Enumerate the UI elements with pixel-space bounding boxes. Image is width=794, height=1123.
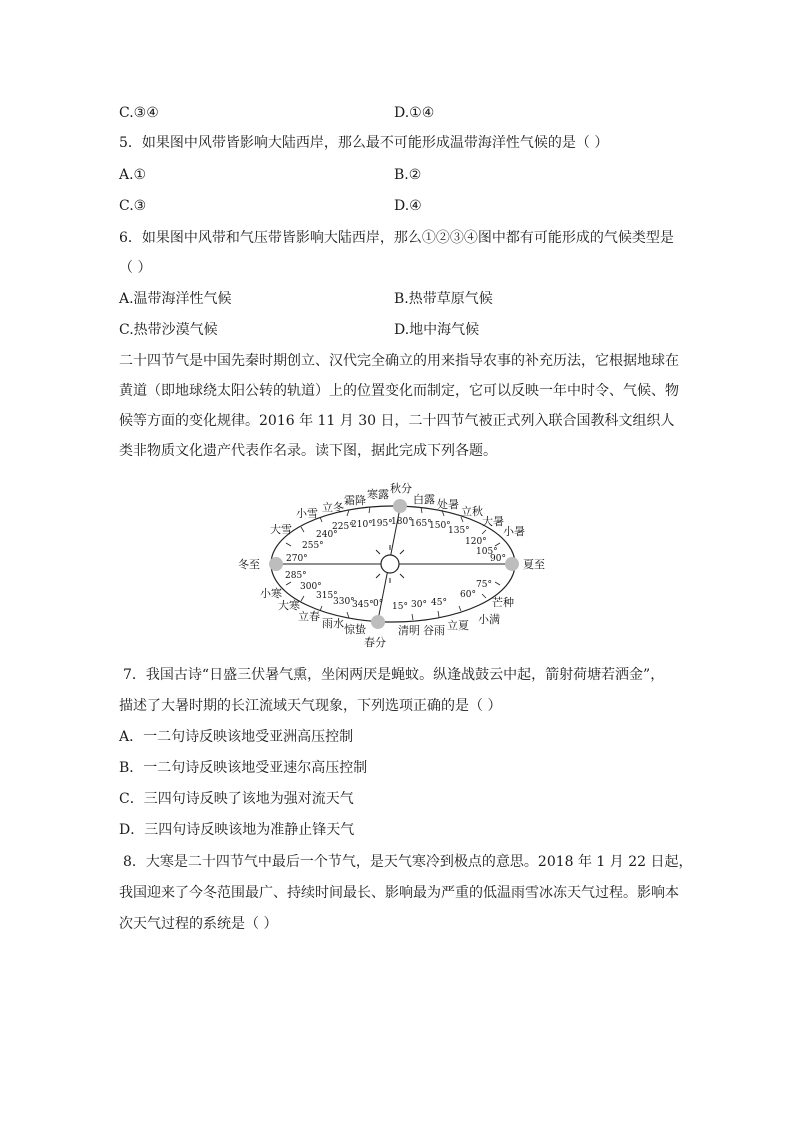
q6-option-c: C.热带沙漠气候 <box>119 322 218 338</box>
q6-option-a: A.温带海洋性气候 <box>119 291 232 307</box>
q6-stem-line-1: 6．如果图中风带和气压带皆影响大陆西岸，那么①②③④图中都有可能形成的气候类型是 <box>119 230 674 246</box>
term-shuangjiang: 霜降 <box>344 494 366 507</box>
deg-255: 255° <box>302 541 324 551</box>
q8-stem-line-1: 8．大寒是二十四节气中最后一个节气，是天气寒冷到极点的意思。2018 年 1 月 22 日起， <box>123 854 693 870</box>
term-mangzhong: 芒种 <box>492 596 514 609</box>
deg-225: 225° <box>332 522 354 532</box>
deg-60: 60° <box>460 590 476 600</box>
deg-135: 135° <box>448 526 470 536</box>
term-xiaoshu: 小暑 <box>503 525 525 538</box>
term-bailu: 白露 <box>413 493 435 506</box>
term-hanlu: 寒露 <box>367 488 389 501</box>
deg-180: 180° <box>391 517 413 527</box>
deg-150: 150° <box>429 521 451 531</box>
solar-terms-figure <box>230 478 560 650</box>
term-chunfen: 春分 <box>364 636 386 649</box>
deg-315: 315° <box>316 591 338 601</box>
term-daxue: 大雪 <box>270 523 292 536</box>
q8-stem-line-2: 我国迎来了今冬范围最广、持续时间最长、影响最为严重的低温雨雪冰冻天气过程。影响本 <box>119 885 679 901</box>
deg-90: 90° <box>490 554 506 564</box>
q5-option-c: C.③ <box>119 198 147 214</box>
earth-summer-solstice <box>505 557 519 571</box>
q8-stem-line-3: 次天气过程的系统是（ ） <box>119 916 278 932</box>
term-xiaoxue: 小雪 <box>296 507 318 520</box>
term-qingming: 清明 <box>398 624 420 637</box>
term-yushui: 雨水 <box>322 617 344 630</box>
deg-270: 270° <box>286 554 308 564</box>
term-xiaohan: 小寒 <box>260 587 282 600</box>
deg-0: 0° <box>373 599 384 609</box>
q7-option-d: D．三四句诗反映该地为准静止锋天气 <box>119 822 355 838</box>
deg-330: 330° <box>333 597 355 607</box>
term-xiazhi: 夏至 <box>523 558 545 571</box>
q7-option-c: C．三四句诗反映了该地为强对流天气 <box>119 791 354 807</box>
term-dongzhi: 冬至 <box>238 558 260 571</box>
earth-autumn-equinox <box>393 499 407 513</box>
q7-option-a: A．一二句诗反映该地受亚洲高压控制 <box>119 729 354 745</box>
deg-210: 210° <box>351 520 373 530</box>
term-dahan: 大寒 <box>278 599 300 612</box>
deg-165: 165° <box>410 519 432 529</box>
deg-75: 75° <box>476 580 492 590</box>
term-lixia: 立夏 <box>447 619 469 632</box>
term-qiufen: 秋分 <box>390 482 412 495</box>
deg-285: 285° <box>285 571 307 581</box>
term-chushu: 处暑 <box>437 498 459 511</box>
deg-300: 300° <box>300 582 322 592</box>
deg-345: 345° <box>352 600 374 610</box>
deg-30: 30° <box>411 600 427 610</box>
q7-stem-line-2: 描述了大暑时期的长江流域天气现象，下列选项正确的是（ ） <box>119 698 502 714</box>
deg-15: 15° <box>392 602 408 612</box>
deg-120: 120° <box>465 537 487 547</box>
earth-spring-equinox <box>371 615 385 629</box>
q5-option-d: D.④ <box>394 198 422 214</box>
q7-option-b: B．一二句诗反映该地受亚速尔高压控制 <box>119 760 368 776</box>
q5-option-a: A.① <box>119 167 147 183</box>
q5-option-b: B.② <box>394 167 422 183</box>
q5-stem: 5．如果图中风带皆影响大陆西岸，那么最不可能形成温带海洋性气候的是（ ） <box>119 135 609 151</box>
term-liqiu: 立秋 <box>461 505 483 518</box>
term-jingzhe: 惊蛰 <box>344 623 366 636</box>
q4-option-c: C.③④ <box>119 105 159 121</box>
q6-option-b: B.热带草原气候 <box>394 291 493 307</box>
term-dashu: 大暑 <box>482 515 504 528</box>
deg-45: 45° <box>431 598 447 608</box>
deg-195: 195° <box>371 519 393 529</box>
term-xiaoman: 小满 <box>478 613 500 626</box>
q7-stem-line-1: 7．我国古诗“日盛三伏暑气熏，坐闲两厌是蝇蚊。纵逢战鼓云中起，箭射荷塘若洒金”， <box>123 667 665 683</box>
term-lidong: 立冬 <box>322 501 344 514</box>
q6-option-d: D.地中海气候 <box>394 322 480 338</box>
term-lichun: 立春 <box>298 610 320 623</box>
deg-240: 240° <box>316 530 338 540</box>
earth-winter-solstice <box>269 557 283 571</box>
q4-option-d: D.①④ <box>394 105 435 121</box>
deg-105: 105° <box>476 547 498 557</box>
term-guyu: 谷雨 <box>423 624 445 637</box>
intro-paragraph: 二十四节气是中国先秦时期创立、汉代完全确立的用来指导农事的补充历法，它根据地球在黄道（即地球绕太阳公转的轨道）上的位置变化而制定，它可以反映一年中时令、气候、物候等方面的变化规律。2016 年 11 月 30 日，二十四节气被正式列入联合国教科文组织人类非物质文化遗产代表作名录。读下图，据此完成下列各题。 <box>119 353 679 459</box>
q6-stem-line-2: （ ） <box>119 260 152 276</box>
